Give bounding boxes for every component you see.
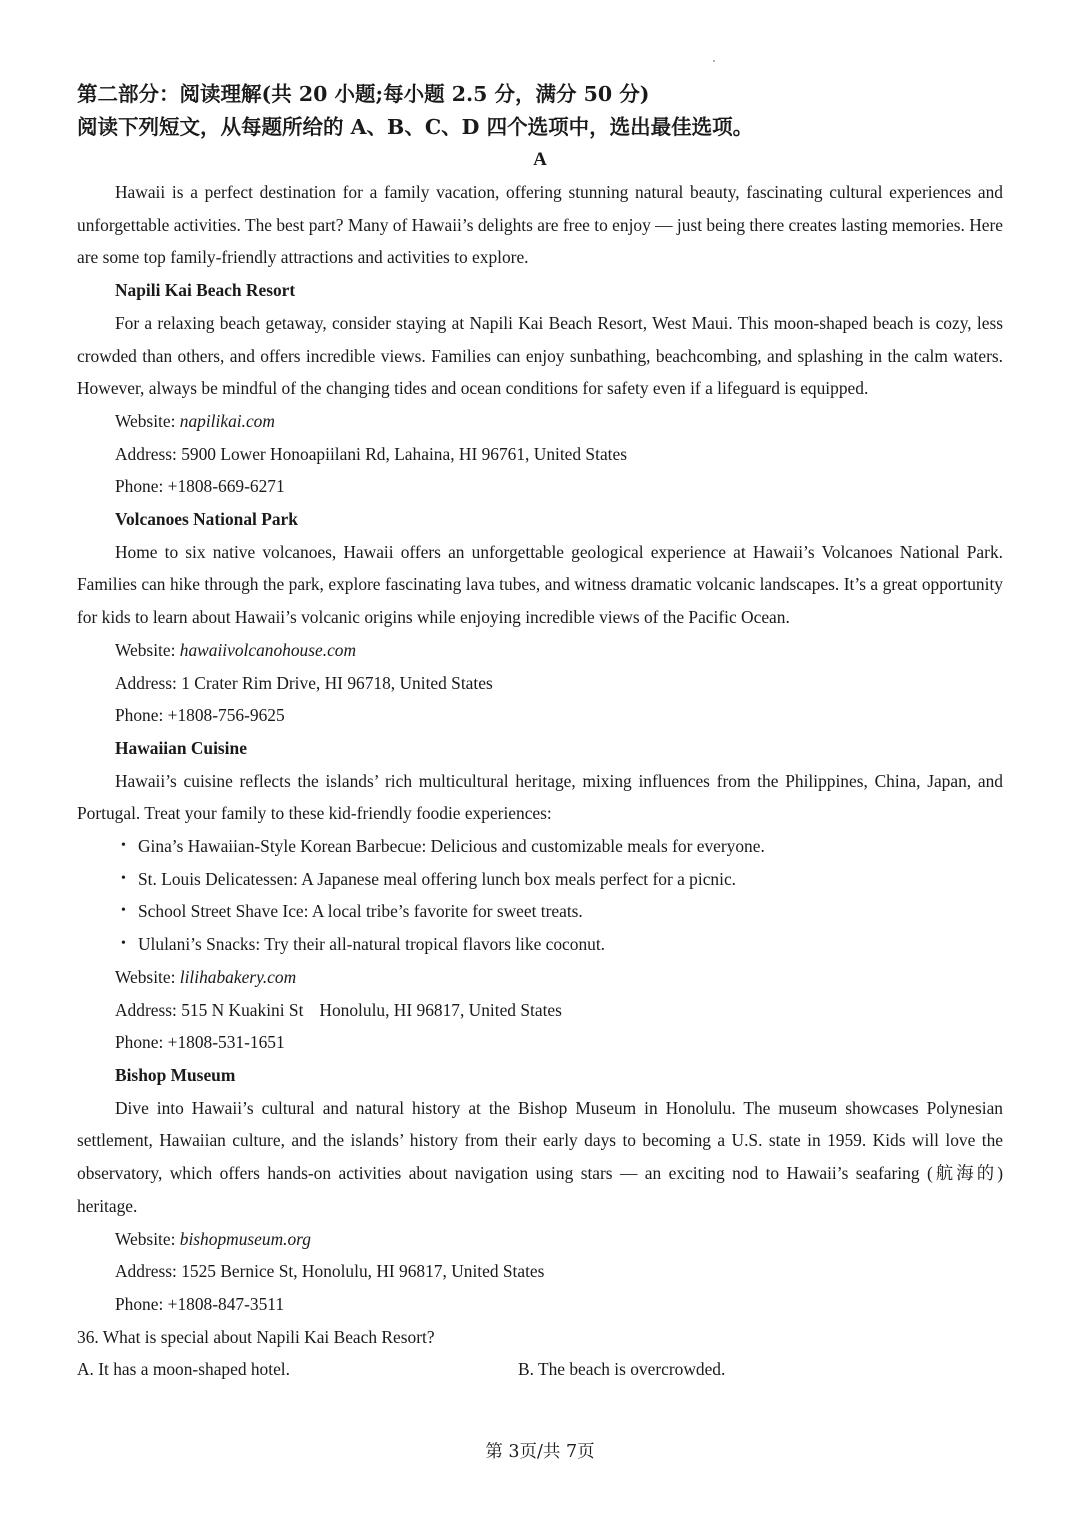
option-b: B. The beach is overcrowded.	[518, 1359, 726, 1380]
phone-label: Phone:	[115, 705, 168, 726]
intro-paragraph: Hawaii is a perfect destination for a family vacation, offering stunning natural beauty, fascinating cultural experiences and unforgettable activities. The best part? Many of Hawaii’s delights are free to enjoy — just being there creates lasting memories. Here are some top family-friendly attractions and activities to explore.	[77, 182, 1003, 268]
phone-label: Phone:	[115, 1032, 168, 1053]
list-item-text: St. Louis Delicatessen: A Japanese meal offering lunch box meals perfect for a picnic.	[138, 868, 737, 889]
page-number: 第 3页/共 7页	[485, 1442, 595, 1462]
bullet-icon: •	[121, 936, 126, 952]
passage-letter: A	[533, 149, 547, 170]
website-label: Website:	[115, 639, 180, 660]
list-item	[77, 863, 1003, 896]
website-label: Website:	[115, 1228, 180, 1249]
bullet-icon: •	[121, 870, 126, 886]
bishop-address	[77, 1255, 1003, 1288]
address-label: Address:	[115, 1261, 182, 1282]
option-a: A. It has a moon-shaped hotel.	[77, 1359, 290, 1380]
napili-phone-value: +1808-669-6271	[167, 476, 285, 497]
bishop-heading: Bishop Museum	[115, 1064, 236, 1085]
question-36: 36. What is special about Napili Kai Beach Resort?	[77, 1326, 435, 1347]
cuisine-website-value: lilihabakery.com	[179, 966, 297, 987]
volcanoes-phone-value: +1808-756-9625	[167, 705, 285, 726]
bishop-address-value: 1525 Bernice St, Honolulu, HI 96817, United States	[181, 1261, 545, 1282]
napili-address-value: 5900 Lower Honoapiilani Rd, Lahaina, HI 96761, United States	[181, 443, 627, 464]
bishop-phone-value: +1808-847-3511	[167, 1293, 285, 1314]
list-item	[77, 830, 1003, 863]
volcanoes-heading: Volcanoes National Park	[115, 509, 298, 530]
address-label: Address:	[115, 672, 182, 693]
napili-address	[77, 438, 1003, 471]
bishop-phone	[77, 1288, 1003, 1321]
cuisine-address	[77, 994, 1003, 1027]
bullet-icon: •	[121, 838, 126, 854]
cuisine-heading: Hawaiian Cuisine	[115, 737, 247, 758]
list-item-text: Gina’s Hawaiian-Style Korean Barbecue: Delicious and customizable meals for everyone.	[138, 836, 765, 857]
volcanoes-phone	[77, 699, 1003, 732]
question-options	[77, 1353, 1003, 1386]
document-page	[77, 78, 1003, 1386]
list-item-text: Ululani’s Snacks: Try their all-natural tropical flavors like coconut.	[138, 934, 606, 955]
volcanoes-address-value: 1 Crater Rim Drive, HI 96718, United States	[181, 672, 493, 693]
section-instructions: 阅读下列短文，从每题所给的 A、B、C、D 四个选项中，选出最佳选项。	[77, 115, 754, 139]
napili-phone	[77, 470, 1003, 503]
napili-website	[77, 405, 1003, 438]
scan-speck	[713, 60, 715, 62]
bishop-website	[77, 1223, 1003, 1256]
list-item-text: School Street Shave Ice: A local tribe’s favorite for sweet treats.	[138, 901, 583, 922]
bullet-icon: •	[121, 903, 126, 919]
bishop-paragraph: Dive into Hawaii’s cultural and natural history at the Bishop Museum in Honolulu. The museum showcases Polynesian settlement, Hawaiian culture, and the islands’ history from their early days to becoming a U.S. state in 1959. Kids will love the observatory, which offers hands-on activities about navigation using stars — an exciting nod to Hawaii’s seafaring (航海的) heritage.	[77, 1097, 1003, 1216]
volcanoes-paragraph: Home to six native volcanoes, Hawaii offers an unforgettable geological experience at Hawaii’s Volcanoes National Park. Families can hike through the park, explore fascinating lava tubes, and witness dramatic volcanic landscapes. It’s a great opportunity for kids to learn about Hawaii’s volcanic origins while enjoying incredible views of the Pacific Ocean.	[77, 541, 1003, 628]
cuisine-address-street: 515 N Kuakini St	[181, 999, 304, 1020]
napili-website-value: napilikai.com	[179, 410, 275, 431]
website-label: Website:	[115, 410, 180, 431]
bishop-website-value: bishopmuseum.org	[179, 1228, 312, 1249]
phone-label: Phone:	[115, 476, 168, 497]
cuisine-phone	[77, 1026, 1003, 1059]
cuisine-address-city: Honolulu, HI 96817, United States	[319, 999, 562, 1020]
food-list	[77, 830, 1003, 961]
address-label: Address:	[115, 443, 182, 464]
volcanoes-website-value: hawaiivolcanohouse.com	[179, 639, 357, 660]
cuisine-paragraph: Hawaii’s cuisine reflects the islands’ rich multicultural heritage, mixing influences from the Philippines, China, Japan, and Portugal. Treat your family to these kid-friendly foodie experiences:	[77, 770, 1003, 824]
section-title: 第二部分：阅读理解(共 20 小题;每小题 2.5 分，满分 50 分)	[77, 82, 650, 106]
address-label: Address:	[115, 999, 182, 1020]
cuisine-phone-value: +1808-531-1651	[167, 1032, 285, 1053]
list-item	[77, 895, 1003, 928]
volcanoes-address	[77, 667, 1003, 700]
napili-heading: Napili Kai Beach Resort	[115, 280, 296, 301]
list-item	[77, 928, 1003, 961]
website-label: Website:	[115, 966, 180, 987]
volcanoes-website	[77, 634, 1003, 667]
phone-label: Phone:	[115, 1293, 168, 1314]
napili-paragraph: For a relaxing beach getaway, consider staying at Napili Kai Beach Resort, West Maui. This moon-shaped beach is cozy, less crowded than others, and offers incredible views. Families can enjoy sunbathing, beachcombing, and splashing in the calm waters. However, always be mindful of the changing tides and ocean conditions for safety even if a lifeguard is equipped.	[77, 312, 1003, 399]
cuisine-website	[77, 961, 1003, 994]
